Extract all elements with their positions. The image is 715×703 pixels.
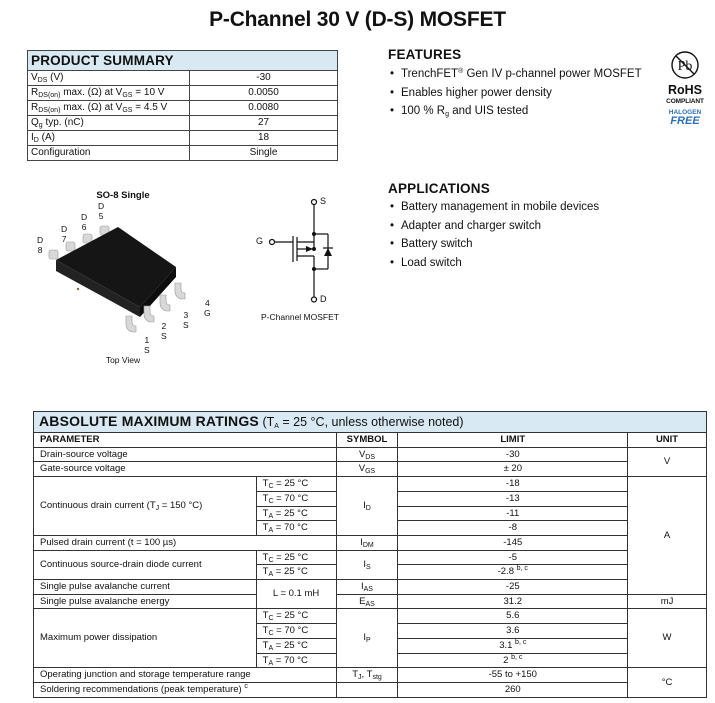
value-cell: 0.0080: [190, 101, 338, 116]
table-row: Single pulse avalanche energy $E_{AS}$ 31.2 mJ: [34, 594, 707, 609]
pin-7-label: D 7: [61, 224, 68, 244]
value-cell: 18: [190, 131, 338, 146]
application-item: • Adapter and charger switch: [388, 217, 688, 236]
pin-6-label: D 6: [81, 212, 88, 232]
table-row: [28, 101, 338, 116]
table-row: $T_A = 25$ °C -11: [34, 506, 707, 521]
product-summary-table: [27, 50, 338, 161]
applications-header: APPLICATIONS: [388, 181, 490, 196]
pin-4-label: 4 G: [204, 298, 211, 318]
col-unit: UNIT: [628, 433, 707, 448]
application-item: • Battery switch: [388, 235, 688, 254]
applications-section: [388, 181, 688, 272]
table-row: $T_A = 25$ °C 3.1 $^{b, c}$: [34, 638, 707, 653]
so8-package-illustration: [28, 185, 218, 370]
table-row: Drain-source voltage $V_{DS}$ -30 V: [34, 447, 707, 462]
col-symbol: SYMBOL: [336, 433, 398, 448]
features-section: [388, 47, 688, 121]
table-row: $T_A = 70$ °C -8: [34, 521, 707, 536]
param-cell: $I_D$ (A): [28, 131, 190, 146]
table-row: $T_A = 25$ °C -2.8 $^{b, c}$: [34, 565, 707, 580]
col-limit: LIMIT: [398, 433, 628, 448]
table-row: Single pulse avalanche current L = 0.1 mH $I_{AS}$ -25: [34, 580, 707, 595]
application-item: • Battery management in mobile devices: [388, 198, 688, 217]
free-label: FREE: [670, 115, 700, 127]
rohs-badge: [660, 50, 710, 127]
table-row: Soldering recommendations (peak temperature) $^c$ 260: [34, 682, 707, 697]
value-cell: Single: [190, 146, 338, 161]
source-label: S: [320, 196, 327, 206]
pin-5-label: D 5: [98, 201, 105, 221]
table-row: [28, 86, 338, 101]
product-summary-header: PRODUCT SUMMARY: [28, 51, 338, 71]
param-cell: $R_{DS(on)}$ max. (Ω) at $V_{GS} = 10$ V: [28, 86, 190, 101]
page-title: P-Channel 30 V (D-S) MOSFET: [209, 8, 506, 31]
table-row: Gate-source voltage $V_{GS}$ ± 20: [34, 462, 707, 477]
table-row: Maximum power dissipation $T_C = 25$ °C $I_P$ 5.6 W: [34, 609, 707, 624]
pin-2-label: 2 S: [161, 321, 167, 341]
feature-item: • Enables higher power density: [388, 84, 688, 103]
param-cell: $R_{DS(on)}$ max. (Ω) at $V_{GS} = 4.5$ V: [28, 101, 190, 116]
pin-1-label: 1 S: [144, 335, 150, 355]
table-row: Continuous source-drain diode current $T_C = 25$ °C $I_S$ -5: [34, 550, 707, 565]
table-row: [28, 71, 338, 86]
no-lead-pb-icon: [670, 50, 700, 80]
package-caption: Top View: [105, 355, 141, 365]
table-row: Operating junction and storage temperature range $T_J$, $T_{stg}$ -55 to +150 °C: [34, 668, 707, 683]
features-header: FEATURES: [388, 47, 462, 62]
svg-text:Pb: Pb: [677, 59, 693, 74]
feature-item: • TrenchFET® Gen IV p-channel power MOSFET: [388, 65, 688, 84]
application-item: • Load switch: [388, 254, 688, 273]
halogen-label: HALOGEN: [668, 109, 702, 116]
rohs-label: RoHS: [667, 83, 703, 97]
mosfet-symbol-icon: [250, 192, 360, 312]
value-cell: -30: [190, 71, 338, 86]
amr-header: ABSOLUTE MAXIMUM RATINGS ($T_A = 25$ °C, unless otherwise noted): [34, 412, 707, 433]
schematic-caption: P-Channel MOSFET: [261, 312, 339, 322]
feature-item: • 100 % $R_g$ and UIS tested: [388, 102, 688, 121]
table-row: $T_C = 70$ °C 3.6: [34, 624, 707, 639]
p-channel-mosfet-schematic: [250, 192, 360, 327]
absolute-maximum-ratings-table: [33, 411, 707, 698]
param-cell: Configuration: [28, 146, 190, 161]
col-parameter: PARAMETER: [34, 433, 337, 448]
compliant-label: COMPLIANT: [666, 98, 704, 105]
drain-label: D: [320, 294, 327, 304]
table-row: Continuous drain current ($T_J = 150$ °C) $T_C = 25$ °C $I_D$ -18 A: [34, 477, 707, 492]
column-header-row: [34, 433, 707, 448]
package-title: SO-8 Single: [96, 190, 150, 201]
pin-8-label: D 8: [37, 235, 44, 255]
param-cell: $V_{DS}$ (V): [28, 71, 190, 86]
table-row: [28, 146, 338, 161]
value-cell: 27: [190, 116, 338, 131]
pin-3-label: 3 S: [183, 310, 189, 330]
table-row: [28, 116, 338, 131]
param-cell: $Q_g$ typ. (nC): [28, 116, 190, 131]
table-row: [28, 131, 338, 146]
table-row: $T_A = 70$ °C 2 $^{b, c}$: [34, 653, 707, 668]
so8-chip-icon: [28, 185, 218, 370]
table-row: $T_C = 70$ °C -13: [34, 491, 707, 506]
value-cell: 0.0050: [190, 86, 338, 101]
gate-label: G: [256, 236, 264, 246]
table-row: Pulsed drain current (t = 100 µs) $I_{DM}$ -145: [34, 535, 707, 550]
